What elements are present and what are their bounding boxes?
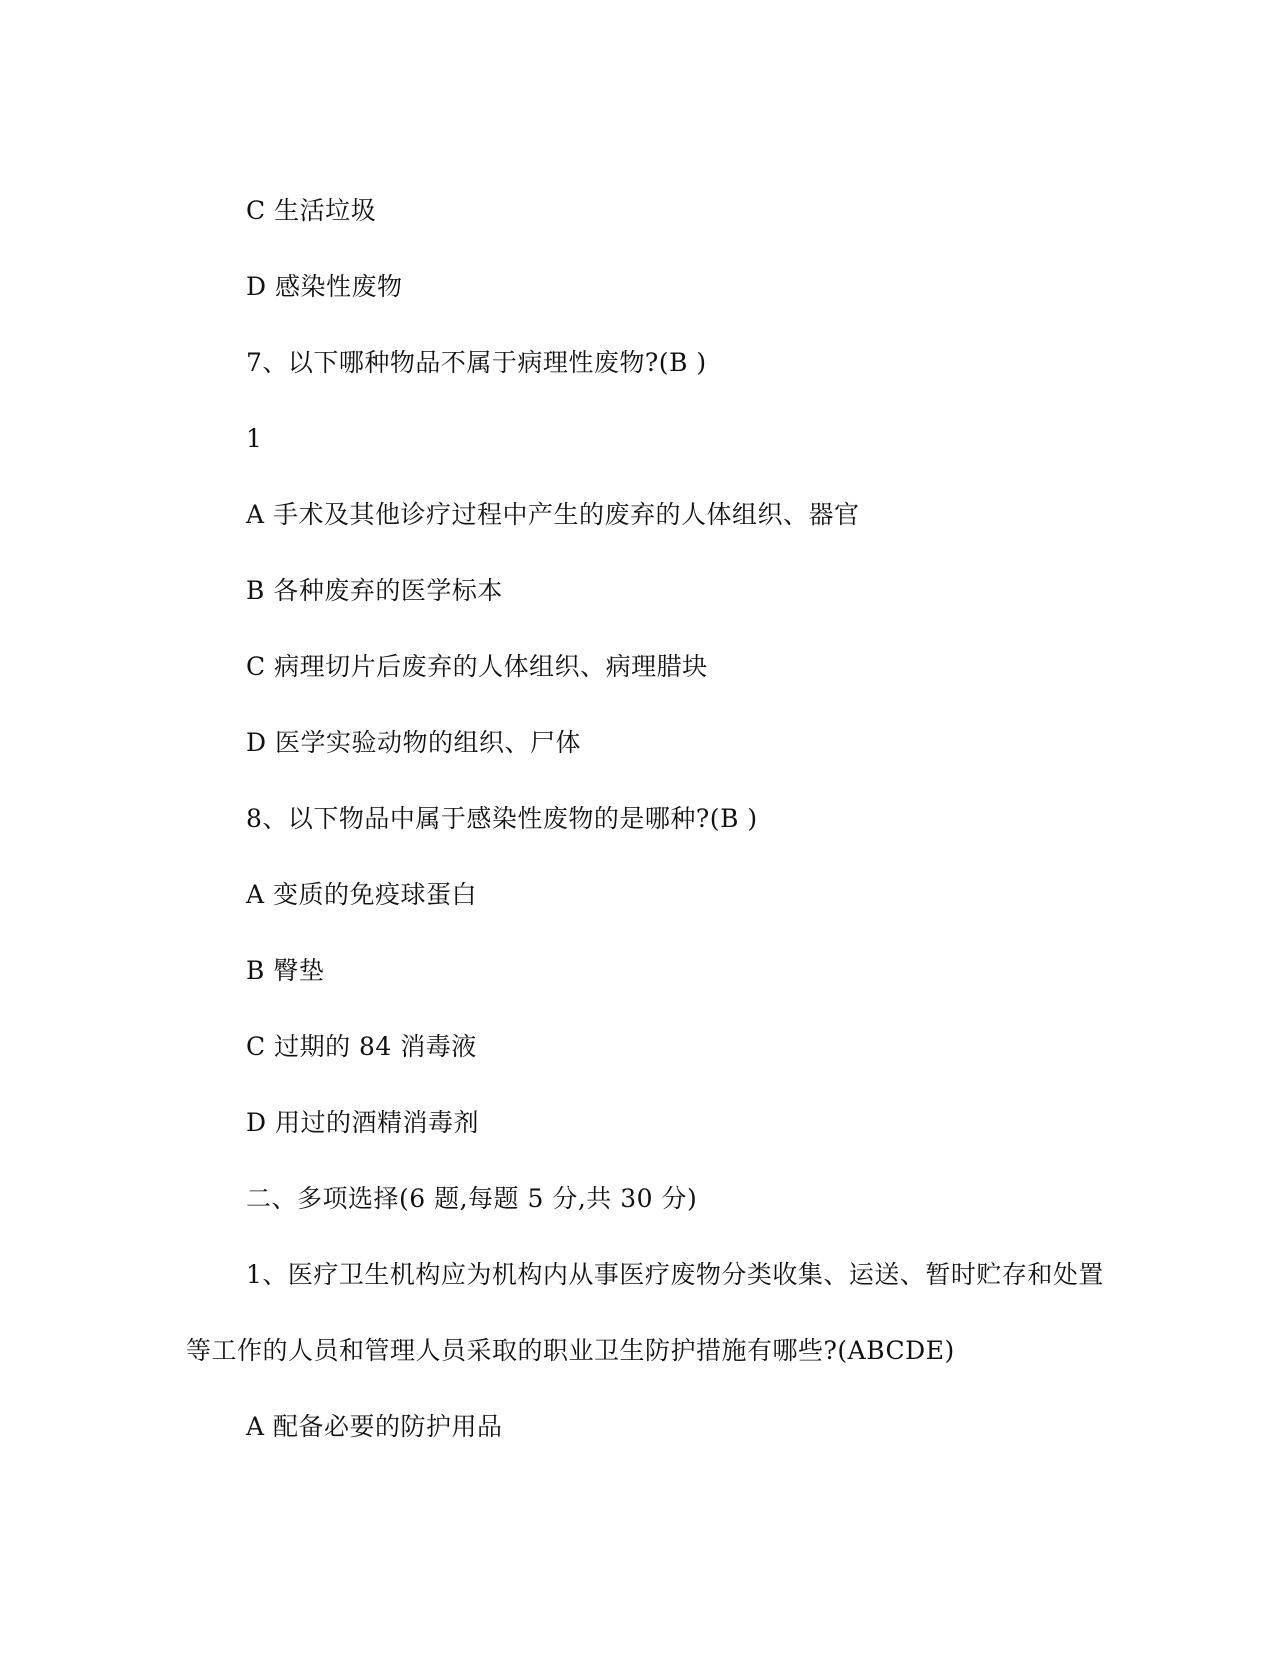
- option-c-line: C 生活垃圾: [246, 196, 377, 225]
- q8-option-a: A 变质的免疫球蛋白: [246, 880, 478, 909]
- q7-option-c: C 病理切片后废弃的人体组织、病理腊块: [246, 652, 708, 681]
- q8-option-c: C 过期的 84 消毒液: [246, 1032, 477, 1061]
- multi-question-1-line-2: 等工作的人员和管理人员采取的职业卫生防护措施有哪些?(ABCDE): [186, 1336, 955, 1365]
- multi-q1-option-a: A 配备必要的防护用品: [246, 1412, 503, 1441]
- option-d-line: D 感染性废物: [246, 272, 403, 301]
- section-heading-multiple-choice: 二、多项选择(6 题,每题 5 分,共 30 分): [246, 1184, 698, 1213]
- question-8: 8、以下物品中属于感染性废物的是哪种?(B ): [246, 804, 758, 833]
- question-7: 7、以下哪种物品不属于病理性废物?(B ): [246, 348, 707, 377]
- multi-question-1: [186, 1260, 1104, 1366]
- q7-option-d: D 医学实验动物的组织、尸体: [246, 728, 581, 757]
- multi-question-1-line-1: 1、医疗卫生机构应为机构内从事医疗废物分类收集、运送、暂时贮存和处置: [246, 1260, 1104, 1289]
- q7-option-a: A 手术及其他诊疗过程中产生的废弃的人体组织、器官: [246, 500, 860, 529]
- q8-option-d: D 用过的酒精消毒剂: [246, 1108, 479, 1137]
- page-number: 1: [246, 424, 263, 453]
- q7-option-b: B 各种废弃的医学标本: [246, 576, 503, 605]
- q8-option-b: B 臀垫: [246, 956, 325, 985]
